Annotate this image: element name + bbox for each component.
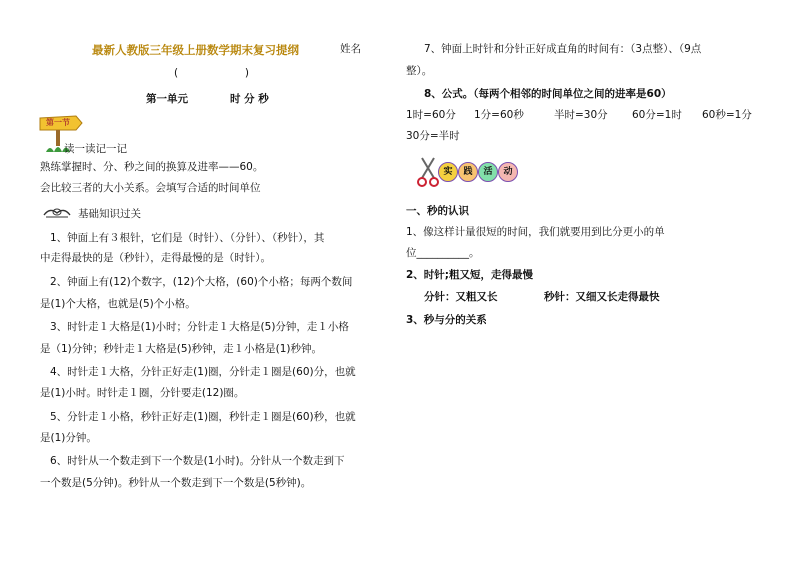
q2-line-1: 2、钟面上有(12)个数字，(12)个大格，(60)个小格；每两个数间 (50, 276, 353, 288)
unit-label: 第一单元 (146, 93, 188, 105)
q7-line-1: 7、钟面上时针和分针正好成直角的时间有：（3点整）、（9点 (424, 43, 702, 55)
activity-char-1: 实 (438, 162, 458, 182)
q1-line-1: 1、钟面上有３根针，它们是（时针）、（分针）、（秒针），其 (50, 232, 325, 244)
activity-char-2: 践 (458, 162, 478, 182)
formula-1: 1时=60分 (406, 109, 456, 121)
unit-topic: 时 分 秒 (230, 93, 269, 105)
s1-q1-line-1: 1、像这样计量很短的时间，我们就要用到比分更小的单 (406, 226, 665, 238)
name-label: 姓名 (340, 43, 361, 55)
book-icon (42, 203, 72, 219)
q8-heading: 8、公式。（每两个相邻的时间单位之间的进率是60） (424, 88, 672, 100)
page-title: 最新人教版三年级上册数学期末复习提纲 (92, 43, 299, 57)
q3-line-1: 3、时针走１大格是(1)小时；分针走１大格是(5)分钟，走１小格 (50, 321, 349, 333)
q4-line-1: 4、时针走１大格，分针正好走(1)圈，分针走１圈是(60)分，也就 (50, 366, 356, 378)
s2-second: 秒针：又细又长走得最快 (544, 291, 660, 303)
formula-6: 30分=半时 (406, 130, 460, 142)
s2-minute: 分针：又粗又长 (424, 291, 498, 303)
scissors-icon (416, 154, 440, 190)
formula-5: 60秒=1分 (702, 109, 752, 121)
q1-line-2: 中走得最快的是（秒针），走得最慢的是（时针）。 (40, 252, 271, 264)
read-heading: 读一读记一记 (64, 143, 127, 155)
formula-4: 60分=1时 (632, 109, 682, 121)
formula-2: 1分=60秒 (474, 109, 524, 121)
q6-line-2: 一个数是(5分钟)。秒针从一个数走到下一个数是(5秒钟)。 (40, 477, 312, 489)
q5-line-1: 5、分针走１小格，秒针正好走(1)圈，秒针走１圈是(60)秒，也就 (50, 411, 356, 423)
s3-title: 3、秒与分的关系 (406, 314, 487, 326)
activity-banner (416, 152, 522, 192)
formula-3: 半时=30分 (554, 109, 608, 121)
section-1-title: 一、秒的认识 (406, 205, 469, 217)
q2-line-2: 是(1)个大格，也就是(5)个小格。 (40, 298, 196, 310)
intro-line-1: 熟练掌握时、分、秒之间的换算及进率——60。 (40, 161, 264, 173)
q5-line-2: 是(1)分钟。 (40, 432, 97, 444)
activity-char-3: 活 (478, 162, 498, 182)
s1-q1-line-2: 位__________。 (406, 247, 480, 259)
activity-char-4: 动 (498, 162, 518, 182)
q7-line-2: 整）。 (406, 65, 433, 77)
q6-line-1: 6、时针从一个数走到下一个数是(1小时)。分针从一个数走到下 (50, 455, 345, 467)
basic-heading: 基础知识过关 (78, 208, 141, 220)
badge-label: 第一节 (46, 118, 70, 127)
q4-line-2: 是(1)小时。时针走１圈，分针要走(12)圈。 (40, 387, 245, 399)
name-blank: ( ) (174, 67, 249, 79)
intro-line-2: 会比较三者的大小关系。会填写合适的时间单位 (40, 182, 261, 194)
q3-line-2: 是（1)分钟；秒针走１大格是(5)秒钟，走１小格是(1)秒钟。 (40, 343, 323, 355)
s2-title: 2、时针;粗又短，走得最慢 (406, 269, 534, 281)
